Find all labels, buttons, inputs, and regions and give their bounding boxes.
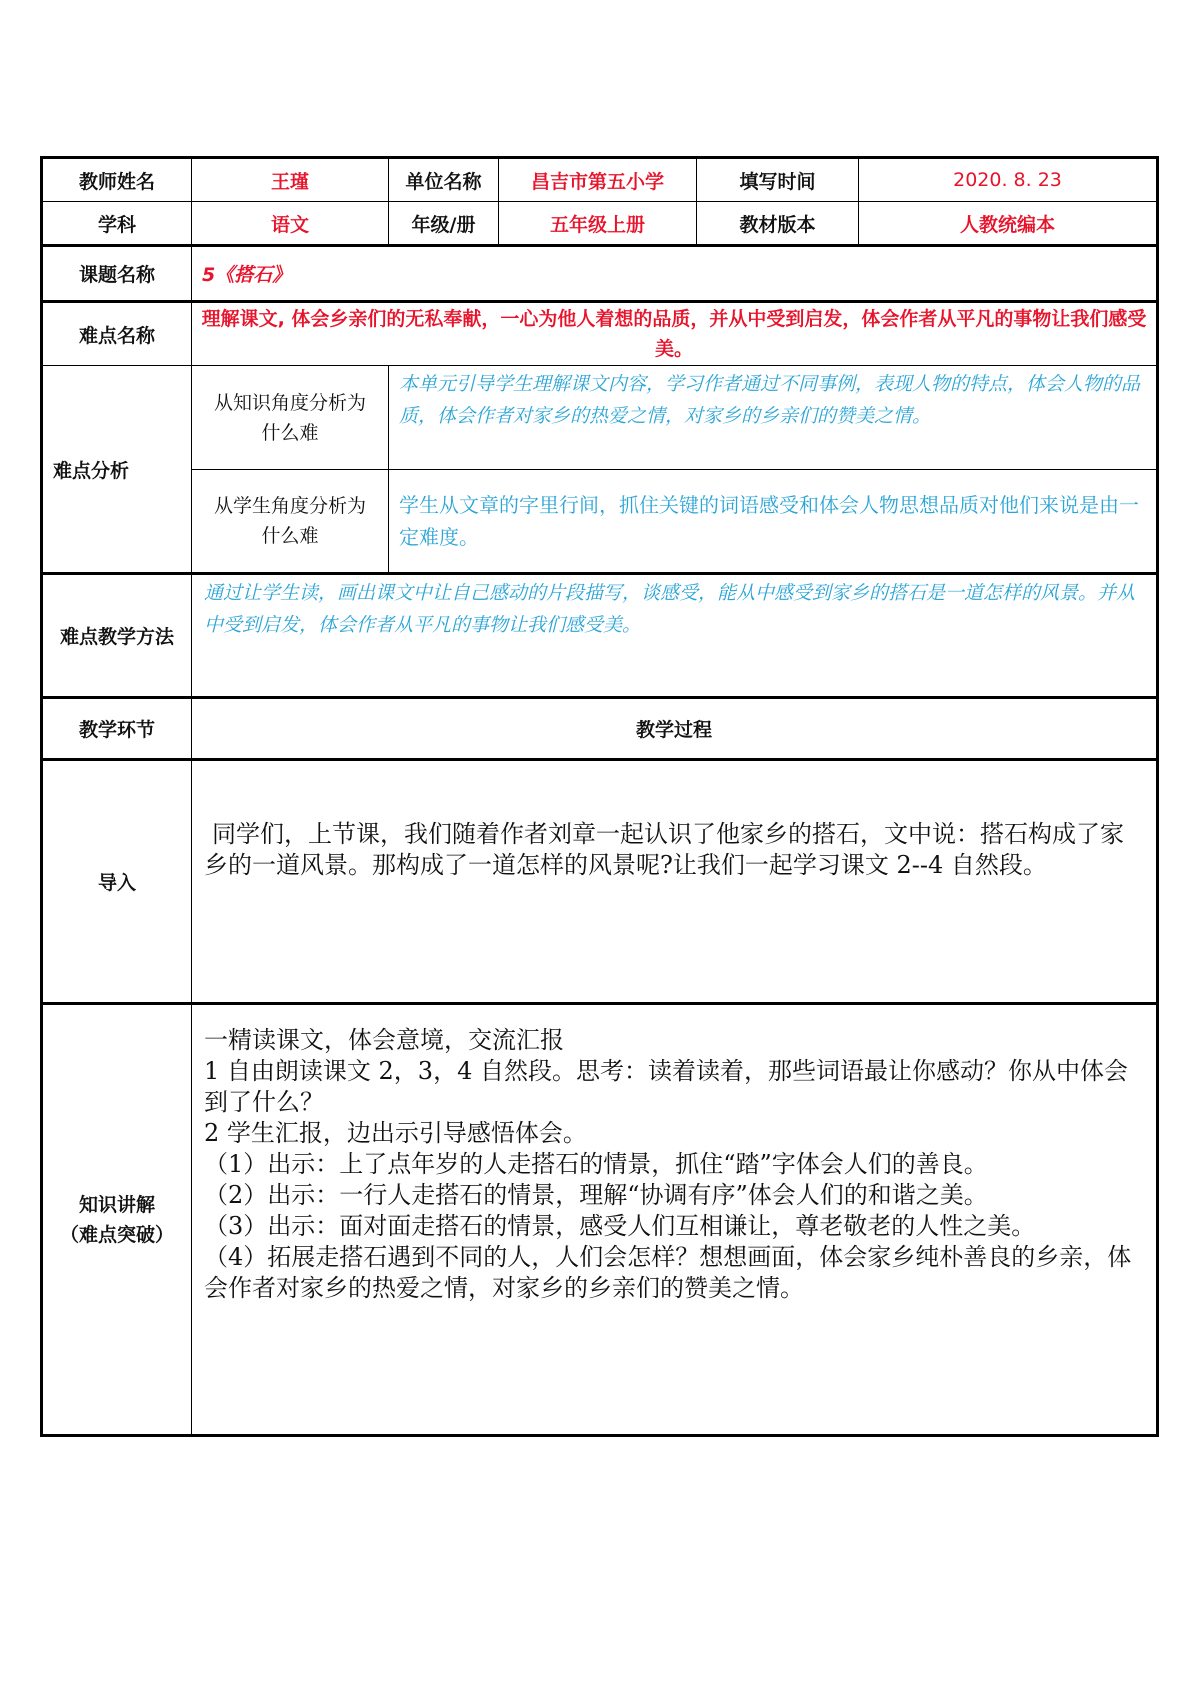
lesson-plan-table — [40, 156, 1159, 1437]
intro-label: 导入 — [42, 760, 192, 1004]
fill-date-value: 2020. 8. 23 — [859, 158, 1158, 202]
topic-row — [42, 246, 1158, 302]
knowledge-content — [192, 1004, 1158, 1436]
difficulty-value: 理解课文, 体会乡亲们的无私奉献，一心为他人着想的品质，并从中受到启发，体会作者从平凡的事物让我们感受美。 — [192, 302, 1158, 366]
grade-label: 年级/册 — [389, 202, 499, 246]
knowledge-label-line2: （难点突破） — [59, 1223, 174, 1246]
difficulty-row — [42, 302, 1158, 366]
method-label: 难点教学方法 — [42, 574, 192, 698]
knowledge-line: （1）出示：上了点年岁的人走搭石的情景，抓住“踏”字体会人们的善良。 — [204, 1150, 988, 1178]
subject-value: 语文 — [192, 202, 389, 246]
intro-row — [42, 760, 1158, 1004]
knowledge-angle-label: 从知识角度分析为什么难 — [192, 366, 389, 470]
knowledge-angle-text: 本单元引导学生理解课文内容，学习作者通过不同事例，表现人物的特点，体会人物的品质，体会作者对家乡的热爱之情，对家乡的乡亲们的赞美之情。 — [389, 366, 1158, 470]
knowledge-line: 一精读课文，体会意境，交流汇报 — [204, 1026, 564, 1054]
edition-label: 教材版本 — [697, 202, 859, 246]
analysis-label: 难点分析 — [42, 366, 192, 574]
analysis-knowledge-row — [42, 366, 1158, 470]
analysis-student-row — [42, 470, 1158, 574]
process-header-label: 教学过程 — [192, 698, 1158, 760]
knowledge-line: （2）出示：一行人走搭石的情景，理解“协调有序”体会人们的和谐之美。 — [204, 1181, 988, 1209]
knowledge-label-line1: 知识讲解 — [78, 1193, 155, 1216]
process-header-row — [42, 698, 1158, 760]
topic-label: 课题名称 — [42, 246, 192, 302]
stage-header-label: 教学环节 — [42, 698, 192, 760]
student-angle-label: 从学生角度分析为什么难 — [192, 470, 389, 574]
method-text: 通过让学生读，画出课文中让自己感动的片段描写，谈感受，能从中感受到家乡的搭石是一道怎样的风景。并从中受到启发，体会作者从平凡的事物让我们感受美。 — [192, 574, 1158, 698]
knowledge-line: 1 自由朗读课文 2，3，4 自然段。思考：读着读着，那些词语最让你感动？你从中体会到了什么？ — [204, 1057, 1128, 1116]
knowledge-row — [42, 1004, 1158, 1436]
fill-date-label: 填写时间 — [697, 158, 859, 202]
header-row-2 — [42, 202, 1158, 246]
knowledge-line: 2 学生汇报，边出示引导感悟体会。 — [204, 1119, 587, 1147]
subject-label: 学科 — [42, 202, 192, 246]
knowledge-line: （3）出示：面对面走搭石的情景，感受人们互相谦让，尊老敬老的人性之美。 — [204, 1212, 1036, 1240]
lesson-plan-page — [40, 156, 1156, 1437]
difficulty-label: 难点名称 — [42, 302, 192, 366]
knowledge-label — [42, 1004, 192, 1436]
intro-text: 同学们，上节课，我们随着作者刘章一起认识了他家乡的搭石，文中说：搭石构成了家乡的一道风景。那构成了一道怎样的风景呢?让我们一起学习课文 2--4 自然段。 — [192, 760, 1158, 1004]
method-row — [42, 574, 1158, 698]
unit-name-label: 单位名称 — [389, 158, 499, 202]
edition-value: 人教统编本 — [859, 202, 1158, 246]
topic-value: 5《搭石》 — [192, 246, 1158, 302]
unit-name-value: 昌吉市第五小学 — [499, 158, 697, 202]
knowledge-line: （4）拓展走搭石遇到不同的人，人们会怎样？想想画面，体会家乡纯朴善良的乡亲，体会作者对家乡的热爱之情，对家乡的乡亲们的赞美之情。 — [204, 1243, 1132, 1302]
teacher-name-label: 教师姓名 — [42, 158, 192, 202]
student-angle-text: 学生从文章的字里行间，抓住关键的词语感受和体会人物思想品质对他们来说是由一定难度。 — [389, 470, 1158, 574]
header-row-1 — [42, 158, 1158, 202]
grade-value: 五年级上册 — [499, 202, 697, 246]
teacher-name-value: 王瑾 — [192, 158, 389, 202]
